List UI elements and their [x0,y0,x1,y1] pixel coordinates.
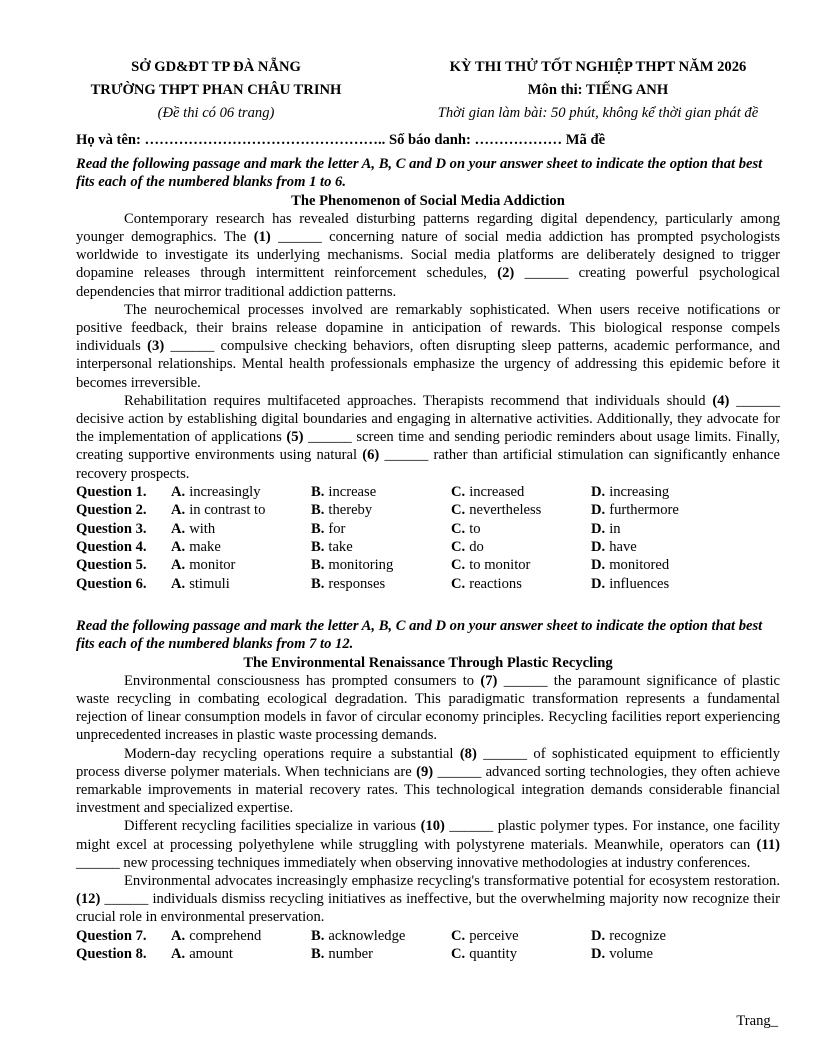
blank-number: (8) [459,745,477,762]
question-row [76,538,780,556]
blank-number: (3) [147,338,165,355]
option-text: in contrast to [189,502,266,519]
option-letter: A. [171,927,186,944]
option-text: increasingly [189,483,261,500]
option-text: increase [328,483,377,500]
option-letter: A. [171,502,186,519]
option-text: have [609,539,637,556]
option-letter: D. [591,483,606,500]
candidate-info-line: Họ và tên: ………………………………………….. Số báo danh: ……………… Mã đề [76,132,606,148]
time-limit: Thời gian làm bài: 50 phút, không kể thời gian phát đề [437,105,759,121]
option-letter: D. [591,502,606,519]
answer-option [451,501,591,519]
section-instruction: Read the following passage and mark the letter A, B, C and D on your answer sheet to indicate the option that best fits each of the numbered blanks from 1 to 6. [76,156,763,191]
question-label: Question 5. [76,557,147,574]
option-letter: D. [591,557,606,574]
option-letter: C. [451,557,466,574]
option-text: quantity [469,946,518,963]
option-text: do [469,539,484,556]
answer-option [451,520,591,538]
blank-number: (1) [253,229,271,246]
question-label: Question 6. [76,575,147,592]
question-row [76,945,780,963]
option-text: comprehend [189,927,262,944]
option-text: in [609,520,621,537]
answer-option [451,483,591,501]
exam-title: KỲ THI THỬ TỐT NGHIỆP THPT NĂM 2026 [449,59,747,75]
school-block [76,56,356,125]
option-text: monitored [609,557,670,574]
blank-number: (11) [756,836,780,853]
passage-paragraph: Modern-day recycling operations require a substantial (8) ______ of sophisticated equipment to efficiently process diverse polymer materials. When technicians are (9) ______ advanced sorting technologies, they often achieve remarkable improvements in material recovery rates. This technological integration demands considerable financial investment and specialized expertise. [76,745,780,817]
option-text: thereby [328,502,373,519]
option-text: amount [189,946,233,963]
answer-option [171,483,311,501]
option-text: perceive [469,927,519,944]
blank-number: (4) [712,392,730,409]
answer-option [451,556,591,574]
option-text: take [328,539,353,556]
option-text: increasing [609,483,670,500]
answer-option [171,945,311,963]
blank-number: (10) [420,818,445,835]
blank-number: (2) [497,265,515,282]
exam-header [76,56,780,125]
answer-option [171,575,311,593]
passage-paragraph: Rehabilitation requires multifaceted approaches. Therapists recommend that individuals should (4) ______ decisive action by establishing digital boundaries and engaging in alternative activities. Additionally, they advocate for the implementation of applications (5) ______ screen time and sending periodic reminders about usage limits. Finally, creating supportive environments using natural (6) ______ rather than artificial stimulation can significantly enhance recovery prospects. [76,392,780,482]
answer-option [591,575,731,593]
option-letter: B. [311,520,325,537]
answer-option [451,927,591,945]
answer-option [591,556,731,574]
exam-info-block [398,56,798,125]
answer-option [311,575,451,593]
option-letter: A. [171,520,186,537]
option-text: monitor [189,557,236,574]
option-letter: D. [591,520,606,537]
option-letter: B. [311,483,325,500]
blank-number: (6) [362,447,380,464]
answer-option [171,927,311,945]
answer-option [311,556,451,574]
option-text: reactions [469,575,522,592]
option-text: to [469,520,481,537]
answer-option [171,556,311,574]
option-letter: C. [451,927,466,944]
answer-option [591,538,731,556]
option-letter: A. [171,557,186,574]
option-text: monitoring [328,557,394,574]
question-label: Question 7. [76,927,147,944]
option-letter: B. [311,575,325,592]
answer-option [311,927,451,945]
option-letter: B. [311,539,325,556]
page-count-note: (Đề thi có 06 trang) [157,105,275,121]
option-letter: D. [591,539,606,556]
option-text: number [328,946,373,963]
option-text: increased [469,483,525,500]
question-row [76,556,780,574]
question-label: Question 1. [76,483,147,500]
option-letter: B. [311,946,325,963]
answer-option [451,538,591,556]
option-text: acknowledge [328,927,406,944]
option-letter: C. [451,575,466,592]
blank-number: (7) [480,672,498,689]
question-row [76,501,780,519]
option-letter: D. [591,927,606,944]
question-label: Question 4. [76,539,147,556]
option-text: volume [609,946,653,963]
option-letter: B. [311,557,325,574]
option-letter: D. [591,946,606,963]
option-letter: A. [171,483,186,500]
answer-option [591,520,731,538]
passage-paragraph: The neurochemical processes involved are remarkably sophisticated. When users receive notifications or positive feedback, their brains release dopamine in anticipation of rewards. This biological response compels individuals (3) ______ compulsive checking behaviors, often disrupting sleep patterns, academic performance, and interpersonal relationships. Mental health professionals emphasize the urgency of addressing this epidemic before it becomes irreversible. [76,301,780,391]
question-label: Question 3. [76,520,147,537]
option-text: to monitor [469,557,531,574]
section-gap [76,593,780,611]
option-text: influences [609,575,670,592]
option-letter: A. [171,575,186,592]
answer-option [171,520,311,538]
department-name: SỞ GD&ĐT TP ĐÀ NẴNG [131,59,301,75]
passage-paragraph: Environmental advocates increasingly emphasize recycling's transformative potential for ecosystem restoration. (12) ______ individuals dismiss recycling initiatives as ineffective, but the overwhelming majority now recognize their crucial role in environmental preservation. [76,873,780,926]
answer-option [591,927,731,945]
answer-option [591,483,731,501]
question-row [76,927,780,945]
option-letter: C. [451,520,466,537]
subject: Môn thi: TIẾNG ANH [527,82,669,98]
blank-number: (12) [76,891,101,908]
answer-option [451,945,591,963]
blank-number: (9) [416,763,434,780]
option-letter: A. [171,946,186,963]
question-row [76,575,780,593]
answer-option [311,520,451,538]
answer-option [311,538,451,556]
option-letter: B. [311,927,325,944]
answer-option [311,483,451,501]
option-letter: A. [171,539,186,556]
passage-paragraph: Environmental consciousness has prompted consumers to (7) ______ the paramount significance of plastic waste recycling in combating ecological degradation. This paradigmatic transformation represents a fundamental rejection of linear consumption models in favor of circular economy principles. Recycling facilities report experiencing unprecedented increases in plastic waste processing demands. [76,672,780,744]
section-instruction: Read the following passage and mark the letter A, B, C and D on your answer sheet to indicate the option that best fits each of the numbered blanks from 7 to 12. [76,618,763,653]
option-text: furthermore [609,502,679,519]
option-text: make [189,539,221,556]
page-footer: Trang_ [736,1013,778,1029]
option-letter: C. [451,539,466,556]
option-letter: D. [591,575,606,592]
school-name: TRƯỜNG THPT PHAN CHÂU TRINH [90,82,342,98]
question-row [76,520,780,538]
question-label: Question 2. [76,502,147,519]
passage-paragraph: Contemporary research has revealed disturbing patterns regarding digital dependency, particularly among younger demographics. The (1) ______ concerning nature of social media addiction has prompted psychologists worldwide to investigate its underlying mechanisms. Social media platforms are deliberately designed to trigger dopamine releases through intermittent reinforcement schedules, (2) ______ creating powerful psychological dependencies that mirror traditional addiction patterns. [76,210,780,300]
option-text: recognize [609,927,666,944]
option-text: stimuli [189,575,230,592]
answer-option [171,538,311,556]
exam-sections [76,155,780,963]
exam-page [76,56,780,963]
option-letter: C. [451,502,466,519]
option-text: with [189,520,216,537]
passage-title: The Phenomenon of Social Media Addiction [291,192,565,209]
answer-option [311,945,451,963]
passage-paragraph: Different recycling facilities specialize in various (10) ______ plastic polymer types. For instance, one facility might excel at processing polyethylene while struggling with polystyrene materials. Meanwhile, operators can (11) ______ new processing techniques immediately when observing innovative methodologies at industry conferences. [76,818,781,871]
answer-option [591,501,731,519]
option-letter: C. [451,483,466,500]
option-letter: C. [451,946,466,963]
blank-number: (5) [286,429,304,446]
answer-option [311,501,451,519]
answer-option [451,575,591,593]
option-text: for [328,520,346,537]
option-text: nevertheless [469,502,542,519]
answer-option [591,945,731,963]
option-text: responses [328,575,386,592]
answer-option [171,501,311,519]
question-row [76,483,780,501]
option-letter: B. [311,502,325,519]
passage-title: The Environmental Renaissance Through Plastic Recycling [243,654,613,671]
question-label: Question 8. [76,946,147,963]
